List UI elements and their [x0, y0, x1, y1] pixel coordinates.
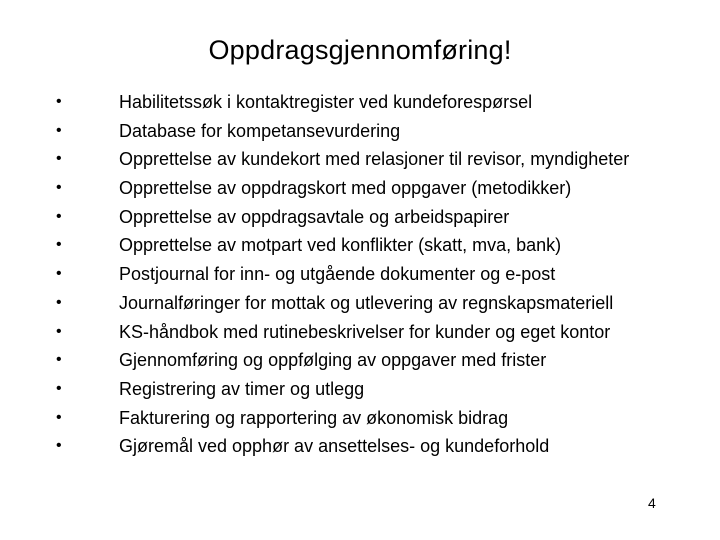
list-item-text: KS-håndbok med rutinebeskrivelser for kunder og eget kontor: [119, 321, 611, 342]
list-item-text: Gjøremål ved opphør av ansettelses- og kundeforhold: [119, 436, 550, 457]
bullet-icon: •: [56, 293, 62, 311]
list-item-text: Journalføringer for mottak og utlevering av regnskapsmateriell: [119, 292, 614, 313]
bullet-icon: •: [56, 322, 62, 340]
bullet-icon: •: [56, 265, 62, 283]
bullet-icon: •: [56, 207, 62, 225]
bullet-icon: •: [56, 437, 62, 455]
page-number: 4: [648, 495, 656, 511]
list-item-text: Opprettelse av motpart ved konflikter (skatt, mva, bank): [119, 235, 562, 256]
list-item-text: Fakturering og rapportering av økonomisk bidrag: [119, 407, 509, 428]
bullet-icon: •: [56, 236, 62, 254]
bullet-icon: •: [56, 150, 62, 168]
list-item-text: Habilitetssøk i kontaktregister ved kundeforespørsel: [119, 92, 533, 112]
list-item-text: Database for kompetansevurdering: [119, 120, 401, 141]
list-item-text: Gjennomføring og oppfølging av oppgaver med frister: [119, 350, 547, 371]
bullet-icon: •: [56, 121, 62, 139]
list-item-text: Opprettelse av oppdragsavtale og arbeidspapirer: [119, 206, 510, 227]
list-item-text: Opprettelse av kundekort med relasjoner til revisor, myndigheter: [119, 149, 630, 170]
bullet-icon: •: [56, 408, 62, 426]
bullet-icon: •: [56, 179, 62, 197]
bullet-icon: •: [56, 379, 62, 397]
bullet-icon: •: [56, 93, 62, 110]
list-item-text: Registrering av timer og utlegg: [119, 378, 365, 399]
bullet-icon: •: [56, 351, 62, 369]
list-item-text: Postjournal for inn- og utgående dokumenter og e-post: [119, 264, 556, 285]
list-item-text: Opprettelse av oppdragskort med oppgaver (metodikker): [119, 178, 572, 199]
slide-title: Oppdragsgjennomføring!: [208, 35, 512, 65]
